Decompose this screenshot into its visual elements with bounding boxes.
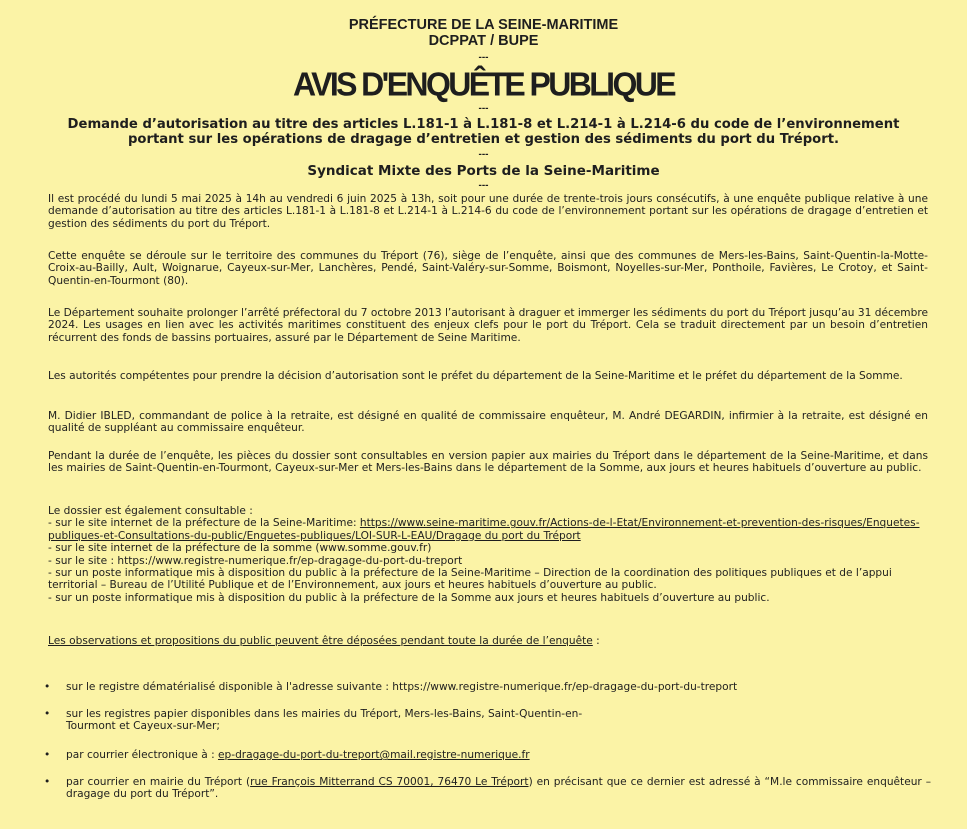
paragraph-context: Le Département souhaite prolonger l’arrêté préfectoral du 7 octobre 2013 l’autorisant à draguer et immerger les sédiments du port du Tréport jusqu’au 31 décembre 2024. Les usages en lien avec les activités maritimes constituent des enjeux clefs pour le port du Tréport. Cela se traduit directement par un besoin d’entretien récurrent des fonds de bassins portuaires, assuré par le Département de Seine Maritime. (48, 307, 928, 344)
bullet-icon: • (44, 749, 51, 761)
paragraph-dates: Il est procédé du lundi 5 mai 2025 à 14h au vendredi 6 juin 2025 à 13h, soit pour une durée de trente-trois jours consécutifs, à une enquête publique relative à une demande d’autorisation au titre des articles L.181-1 à L.181-8 et L.214-1 à L.214-6 du code de l’environnement portant sur les opérations de dragage d’entretien et gestion des sédiments du port du Tréport. (48, 193, 928, 230)
bullet-icon: • (44, 776, 51, 788)
separator: --- (478, 103, 489, 114)
dossier-poste-somme: - sur un poste informatique mis à disposition du public à la préfecture de la Somme aux jours et heures habituels d’ouverture au public. (48, 591, 770, 604)
page-title: AVIS D'ENQUÊTE PUBLIQUE (292, 65, 675, 103)
email-link[interactable]: ep-dragage-du-port-du-treport@mail.registre-numerique.fr (218, 749, 530, 761)
separator: --- (478, 180, 489, 191)
paragraph-consultation: Pendant la durée de l’enquête, les pièces du dossier sont consultables en version papier aux mairies du Tréport dans le département de la Seine-Maritime, et dans les mairies de Saint-Quentin-en-Tourmont, Cayeux-sur-Mer et Mers-les-Bains dans le département de la Somme, aux jours et heures habituels d’ouverture au public. (48, 450, 928, 475)
dossier-prefecture-site: - sur le site internet de la préfecture de la Seine-Maritime: https://www.seine-maritime.gouv.fr/Actions-de-l-Etat/Environnement-et-prevention-des-risques/Enquetes-publiques-et-Consultations-du-public/Enquetes-publiques/LOI-SUR-L-EAU/Dragage du port du Tréport (48, 517, 920, 542)
dossier-section (48, 505, 928, 604)
bullet-icon: • (44, 708, 51, 720)
dossier-somme-site: - sur le site internet de la préfecture de la somme (www.somme.gouv.fr) (48, 542, 432, 555)
prefecture-name: PRÉFECTURE DE LA SEINE-MARITIME (348, 17, 619, 33)
paragraph-communes: Cette enquête se déroule sur le territoire des communes du Tréport (76), siège de l’enquête, ainsi que des communes de Mers-les-Bains, Saint-Quentin-la-Motte-Croix-au-Bailly, Ault, Woignarue, Cayeux-sur-Mer, Lanchères, Pendé, Saint-Valéry-sur-Somme, Boismont, Noyelles-sur-Mer, Ponthoile, Favières, Le Crotoy, et Saint-Quentin-en-Tourmont (80). (48, 250, 928, 287)
dossier-poste-seine-maritime: - sur un poste informatique mis à disposition du public à la préfecture de la Seine-Maritime – Direction de la coordination des politiques publiques et de l’appui territorial – Bureau de l’Utilité Publique et de l’Environnement, aux jours et heures habituels d’ouverture au public. (48, 567, 892, 592)
mairie-address: rue François Mitterrand CS 70001, 76470 Le Tréport (250, 776, 529, 788)
bullet-icon: • (44, 681, 51, 693)
paragraph-authorities: Les autorités compétentes pour prendre la décision d’autorisation sont le préfet du département de la Seine-Maritime et le préfet du département de la Somme. (48, 370, 903, 382)
separator: --- (478, 149, 489, 160)
dossier-registre-site: - sur le site : https://www.registre-numerique.fr/ep-dragage-du-port-du-treport (48, 554, 463, 567)
dossier-intro: Le dossier est également consultable : (48, 505, 253, 517)
service-name: DCPPAT / BUPE (428, 33, 539, 49)
notice-page: PRÉFECTURE DE LA SEINE-MARITIME DCPPAT / BUPE --- AVIS D'ENQUÊTE PUBLIQUE --- Demande d’autorisation au titre des articles L.181-1 à L.181-8 et L.214-1 à L.214-6 du code de l’environnement portant sur les opérations de dragage d’entretien et gestion des sédiments du port du Tréport. --- Syndicat Mixte des Ports de la Seine-Maritime --- Il est procédé du lundi 5 mai 2025 à 14h au vendredi 6 juin 2025 à 13h, soit pour une durée de trente-trois jours consécutifs, à une enquête publique relative à une demande d’autorisation au titre des articles L.181-1 à L.181-8 et L.214-1 à L.214-6 du code de l’environnement portant sur les opérations de dragage d’entretien et gestion des sédiments du port du Tréport. Cette enquête se déroule sur le territoire des communes du Tréport (76), siège de l’enquête, ainsi que des communes de Mers-les-Bains, Saint-Quentin-la-Motte-Croix-au-Bailly, Ault, Woignarue, Cayeux-sur-Mer, Lanchères, Pendé, Saint-Valéry-sur-Somme, Boismont, Noyelles-sur-Mer, Ponthoile, Favières, Le Crotoy, et Saint-Quentin-en-Tourmont (80). Le Département souhaite prolonger l’arrêté préfectoral du 7 octobre 2013 l’autorisant à draguer et immerger les sédiments du port du Tréport jusqu’au 31 décembre 2024. Les usages en lien avec les activités maritimes constituent des enjeux clefs pour le port du Tréport. Cela se traduit directement par un besoin d’entretien récurrent des fonds de bassins portuaires, assuré par le Département de Seine Maritime. Les autorités compétentes pour prendre la décision d’autorisation sont le préfet du département de la Seine-Maritime et le préfet du département de la Somme. M. Didier IBLED, commandant de police à la retraite, est désigné en qualité de commissaire enquêteur, M. André DEGARDIN, infirmier à la retraite, est désigné en qualité de suppléant au commissaire enquêteur. Pendant la durée de l’enquête, les pièces du dossier sont consultables en version papier aux mairies du Tréport dans le département de la Seine-Maritime, et dans les mairies de Saint-Quentin-en-Tourmont, Cayeux-sur-Mer et Mers-les-Bains dans le département de la Somme, aux jours et heures habituels d’ouverture au public. Le dossier est également consultable : - sur le site internet de la préfecture de la Seine-Maritime: https://www.seine-maritime.gouv.fr/Actions-de-l-Etat/Environnement-et-prevention-des-risques/Enquetes-publiques-et-Consultations-du-public/Enquetes-publiques/LOI-SUR-L-EAU/Dragage du port du Tréport - sur le site internet de la préfecture de la somme (www.somme.gouv.fr) - sur le site : https://www.registre-numerique.fr/ep-dragage-du-port-du-treport - sur un poste informatique mis à disposition du public à la préfecture de la Seine-Maritime – Direction de la coordination des politiques publiques et de l’appui territorial – Bureau de l’Utilité Publique et de l’Environnement, aux jours et heures habituels d’ouverture au public. - sur un poste informatique mis à disposition du public à la préfecture de la Somme aux jours et heures habituels d’ouverture au public. Les observations et propositions du public peuvent être déposées pendant toute la durée de l’enquête : • sur le registre dématérialisé disponible à l'adresse suivante : https://www.registre-numerique.fr/ep-dragage-du-port-du-treport • sur les registres papier disponibles dans les mairies du Tréport, Mers-les-Bains, Saint-Quentin-en-Tourmont et Cayeux-sur-Mer; • par courrier électronique à : ep-dragage-du-port-du-treport@mail.registre-numerique.fr • par courrier en mairie du Tréport (rue François Mitterrand CS 70001, 76470 Le Tréport) en précisant que ce dernier est adressé à “M.le commissaire enquêteur – dragage du port du Tréport”. (0, 0, 967, 829)
subtitle: Demande d’autorisation au titre des articles L.181-1 à L.181-8 et L.214-1 à L.214-6 du code de l’environnement portant sur les opérations de dragage d’entretien et gestion des sédiments du port du Tréport. (67, 117, 900, 147)
paragraph-commissioner: M. Didier IBLED, commandant de police à la retraite, est désigné en qualité de commissaire enquêteur, M. André DEGARDIN, infirmier à la retraite, est désigné en qualité de suppléant au commissaire enquêteur. (48, 410, 928, 435)
prefecture-link[interactable]: https://www.seine-maritime.gouv.fr/Actions-de-l-Etat/Environnement-et-prevention-des-risques/Enquetes-publiques-et-Consultations-du-public/Enquetes-publiques/LOI-SUR-L-EAU/Dragage du port du Tréport (48, 517, 920, 542)
applicant-name: Syndicat Mixte des Ports de la Seine-Maritime (307, 163, 660, 179)
separator: --- (478, 52, 489, 63)
observations-heading: Les observations et propositions du public peuvent être déposées pendant toute la durée de l’enquête : (48, 635, 600, 647)
